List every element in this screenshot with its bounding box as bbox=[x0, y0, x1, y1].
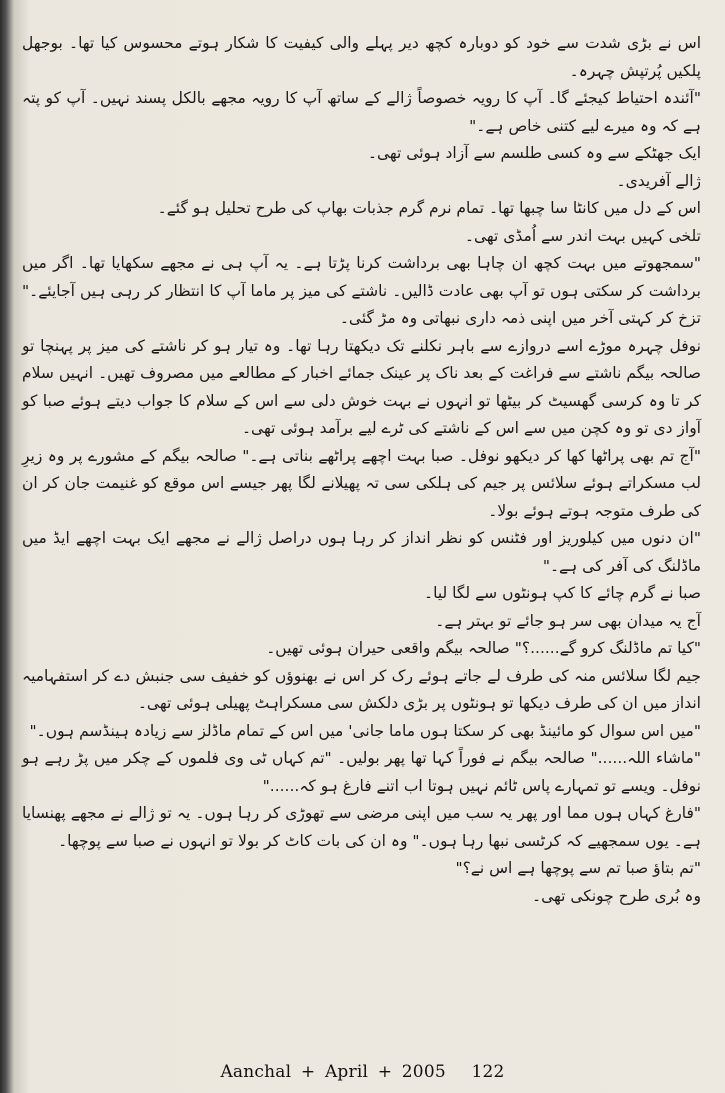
paragraph: جیم لگا سلائس منہ کی طرف لے جاتے ہوئے رک کر اس نے بھنوؤں کو خفیف سی جنبش دے کر استفہامیہ انداز میں ان کی طرف دیکھا تو ہونٹوں پر بڑی دلکش سی مسکراہٹ پھیلی ہوئی تھی۔ bbox=[22, 666, 701, 712]
paragraph: نوفل چہرہ موڑے اسے دروازے سے باہر نکلنے تک دیکھتا رہا تھا۔ وہ تیار ہو کر ناشتے کی میز پر پہنچا تو صالحہ بیگم ناشتے سے فراغت کے بعد ناک پر عینک جمائے اخبار کے مطالعے میں مصروف تھیں۔ انہیں سلام کر تا وہ کرسی گھسیٹ کر بیٹھا تو انہوں نے بہت خوش دلی سے اس کے سلام کا جواب دیتے ہوئے صبا کو آواز دی تو وہ کچن میں سے اس کے ناشتے کی ٹرے لیے برآمد ہوئی تھی۔ bbox=[22, 336, 701, 437]
paragraph: تلخی کہیں بہت اندر سے اُمڈی تھی۔ bbox=[464, 226, 701, 245]
paragraph: "آج تم بھی پراٹھا کھا کر دیکھو نوفل۔ صبا بہت اچھے پراٹھے بناتی ہے۔" صالحہ بیگم کے مشورے پر وہ زیرِ لب مسکراتے ہوئے سلائس پر جیم کی ہلکی سی تہ پھیلانے لگا پھر جیسے اس موقع کو غنیمت جان کر ان کی طرف متوجہ ہوتے ہوئے بولا۔ bbox=[22, 446, 701, 520]
paragraph: "ماشاء اللہ......" صالحہ بیگم نے فوراً کہا تھا پھر بولیں۔ "تم کہاں ٹی وی فلموں کے چکر میں پڑ رہے ہو نوفل۔ ویسے تو تمہارے پاس ٹائم نہیں ہوتا اب اتنے فارغ ہو کہ......" bbox=[22, 749, 701, 795]
paragraph: "میں اس سوال کو مائینڈ بھی کر سکتا ہوں ماما جانی' میں اس کے تمام ماڈلز سے زیادہ ہینڈسم ہوں۔" bbox=[29, 721, 701, 740]
paragraph: اس کے دل میں کانٹا سا چبھا تھا۔ تمام نرم گرم جذبات بھاپ کی طرح تحلیل ہو گئے۔ bbox=[157, 199, 701, 217]
article-body bbox=[22, 30, 701, 910]
page-number: 122 bbox=[471, 1062, 505, 1082]
paragraph: "آئندہ احتیاط کیجئے گا۔ آپ کا رویہ خصوصاً ژالے کے ساتھ آپ کا رویہ مجھے بالکل پسند نہیں۔ آپ کو پتہ ہے کہ وہ میرے لیے کتنی خاص ہے۔" bbox=[22, 89, 701, 135]
paragraph: "سمجھوتے میں بہت کچھ ان چاہا بھی برداشت کرنا پڑتا ہے۔ یہ آپ ہی نے مجھے سکھایا تھا۔ اگر میں برداشت کر سکتی ہوں تو آپ بھی عادت ڈالیں۔ ناشتے کی میز پر ماما آپ کا انتظار کر رہی ہیں آجایئے۔" تزخ کر کہتی آخر میں اپنی ذمہ داری نبھاتی وہ مڑ گئی۔ bbox=[22, 254, 701, 327]
magazine-name: Aanchal bbox=[220, 1062, 292, 1082]
footer-separator: + bbox=[300, 1062, 316, 1082]
paragraph: صبا نے گرم چائے کا کپ ہونٹوں سے لگا لیا۔ bbox=[424, 584, 701, 602]
issue-month: April bbox=[324, 1062, 369, 1082]
paragraph: ژالے آفریدی۔ bbox=[616, 171, 701, 190]
paragraph: ایک جھٹکے سے وہ کسی طلسم سے آزاد ہوئی تھی۔ bbox=[367, 144, 701, 162]
footer-separator: + bbox=[377, 1062, 393, 1082]
paragraph: "ان دنوں میں کیلوریز اور فٹنس کو نظر انداز کر رہا ہوں دراصل ژالے نے مجھے ایک بہت اچھے ایڈ میں ماڈلنگ کی آفر کی ہے۔" bbox=[22, 529, 701, 575]
paragraph: "فارغ کہاں ہوں مما اور پھر یہ سب میں اپنی مرضی سے تھوڑی کر رہا ہوں۔ یہ تو ژالے نے مجھے پھنسایا ہے۔ یوں سمجھیے کہ کرٹسی نبھا رہا ہوں۔" وہ ان کی بات کاٹ کر بولا تو انہوں نے صبا سے پوچھا۔ bbox=[22, 804, 701, 850]
page-footer bbox=[0, 1062, 725, 1082]
issue-year: 2005 bbox=[401, 1062, 446, 1082]
paragraph: "تم بتاؤ صبا تم سے پوچھا ہے اس نے؟" bbox=[455, 859, 701, 877]
paragraph: اس نے بڑی شدت سے خود کو دوبارہ کچھ دیر پہلے والی کیفیت کا شکار ہوتے محسوس کیا تھا۔ بوجھل پلکیں پُرتپش چہرہ۔ bbox=[22, 34, 701, 80]
paragraph: "کیا تم ماڈلنگ کرو گے......؟" صالحہ بیگم واقعی حیران ہوئی تھیں۔ bbox=[266, 639, 701, 657]
paragraph: وہ بُری طرح چونکی تھی۔ bbox=[531, 886, 701, 905]
paragraph: آج یہ میدان بھی سر ہو جائے تو بہتر ہے۔ bbox=[435, 611, 701, 630]
